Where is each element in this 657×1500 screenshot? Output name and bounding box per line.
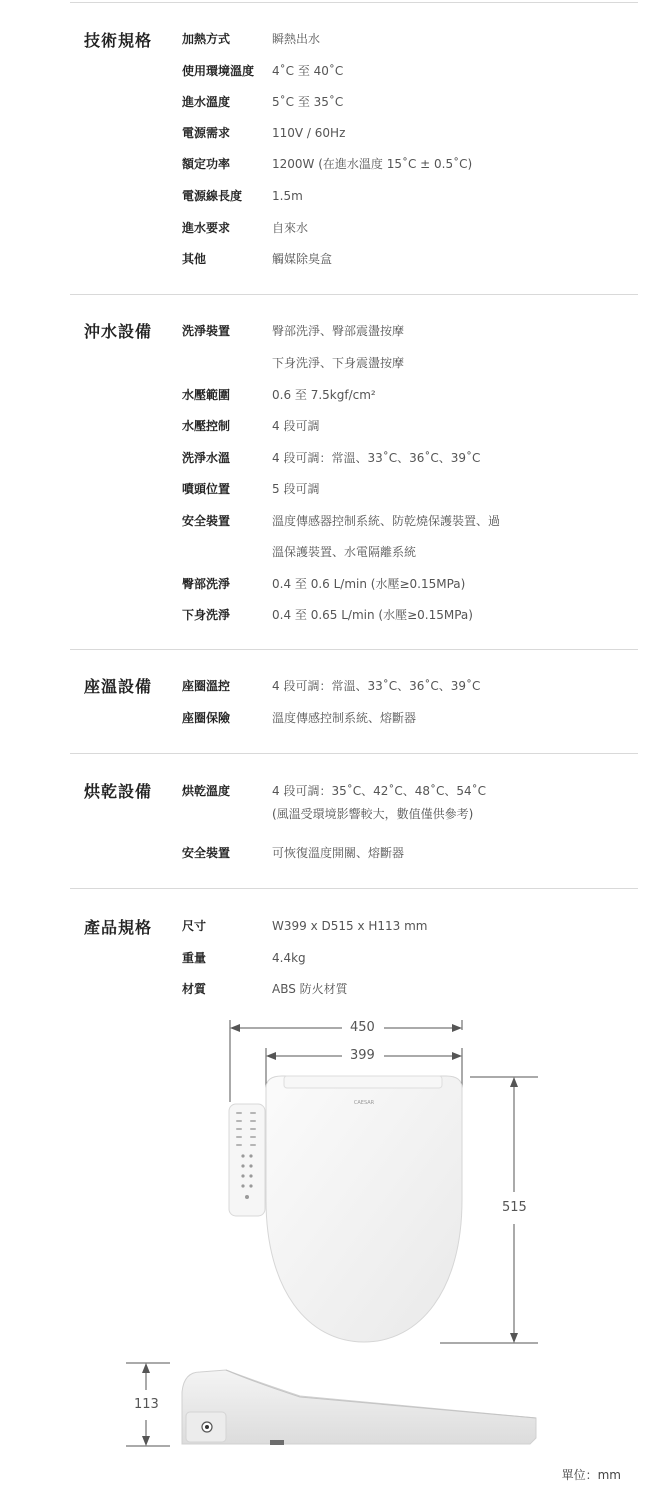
spec-value: 4 段可調：常溫、33˚C、36˚C、39˚C [272,451,481,465]
spec-value: 5 段可調 [272,482,320,496]
spec-value: 自來水 [272,221,309,235]
spec-value: 下身洗淨、下身震盪按摩 [272,356,405,370]
spec-value: 可恢復溫度開關、熔斷器 [272,846,405,860]
spec-label: 洗淨裝置 [182,324,231,338]
spec-label: 烘乾溫度 [182,784,231,798]
spec-label: 重量 [182,951,207,965]
spec-label: 洗淨水溫 [182,451,231,465]
spec-label: 使用環境溫度 [182,64,255,78]
section-title-product: 產品規格 [84,918,153,937]
spec-label: 下身洗淨 [182,608,231,622]
side-control-panel [229,1104,265,1216]
section-divider [70,294,638,295]
spec-label: 額定功率 [182,157,231,171]
spec-value: 4 段可調 [272,419,320,433]
spec-label: 水壓範圍 [182,388,231,402]
dimension-label-450: 450 [346,1020,379,1036]
dimension-label-113: 113 [130,1397,163,1413]
spec-value: (風溫受環境影響較大，數值僅供參考) [272,807,474,821]
spec-label: 座圈保險 [182,711,231,725]
spec-label: 噴頭位置 [182,482,231,496]
top-divider [70,2,638,3]
spec-label: 水壓控制 [182,419,231,433]
spec-value: 觸媒除臭盒 [272,252,333,266]
spec-value: 5˚C 至 35˚C [272,95,344,109]
spec-value: 1200W (在進水溫度 15˚C ± 0.5˚C) [272,157,473,171]
spec-value: ABS 防火材質 [272,982,348,996]
spec-value: 4 段可調：常溫、33˚C、36˚C、39˚C [272,679,481,693]
unit-note: 單位：mm [561,1468,621,1482]
toilet-seat-top-view [266,1076,462,1342]
spec-value: 瞬熱出水 [272,32,321,46]
section-divider [70,649,638,650]
spec-value: W399 x D515 x H113 mm [272,919,428,933]
spec-value: 0.4 至 0.65 L/min (水壓≥0.15MPa) [272,608,473,622]
spec-value: 溫度傳感控制系統、熔斷器 [272,711,417,725]
spec-label: 臀部洗淨 [182,577,231,591]
spec-label: 進水要求 [182,221,231,235]
spec-value: 0.4 至 0.6 L/min (水壓≥0.15MPa) [272,577,466,591]
section-divider [70,753,638,754]
spec-label: 電源線長度 [182,189,243,203]
spec-value: 溫保護裝置、水電隔離系統 [272,545,417,559]
spec-label: 加熱方式 [182,32,231,46]
spec-value: 1.5m [272,189,303,203]
spec-label: 安全裝置 [182,514,231,528]
toilet-seat-side-view [182,1370,536,1445]
spec-label: 尺寸 [182,919,207,933]
section-title-drying: 烘乾設備 [84,782,153,801]
spec-label: 材質 [182,982,207,996]
spec-value: 110V / 60Hz [272,126,346,140]
spec-value: 0.6 至 7.5kgf/cm² [272,388,376,402]
spec-value: 4 段可調：35˚C、42˚C、48˚C、54˚C [272,784,487,798]
section-divider [70,888,638,889]
dimension-label-399: 399 [346,1048,379,1064]
spec-value: 臀部洗淨、臀部震盪按摩 [272,324,405,338]
section-title-flush: 沖水設備 [84,322,153,341]
spec-value: 4˚C 至 40˚C [272,64,344,78]
spec-label: 其他 [182,252,207,266]
spec-label: 座圈溫控 [182,679,231,693]
spec-label: 電源需求 [182,126,231,140]
spec-label: 進水溫度 [182,95,231,109]
section-title-seat-temp: 座溫設備 [84,677,153,696]
spec-value: 4.4kg [272,951,306,965]
brand-mark: CAESAR [353,1100,375,1106]
dimension-diagram [0,1000,657,1500]
spec-value: 溫度傳感器控制系統、防乾燒保護裝置、過 [272,514,501,528]
section-title-tech-specs: 技術規格 [84,31,153,50]
spec-label: 安全裝置 [182,846,231,860]
dimension-label-515: 515 [498,1200,531,1216]
